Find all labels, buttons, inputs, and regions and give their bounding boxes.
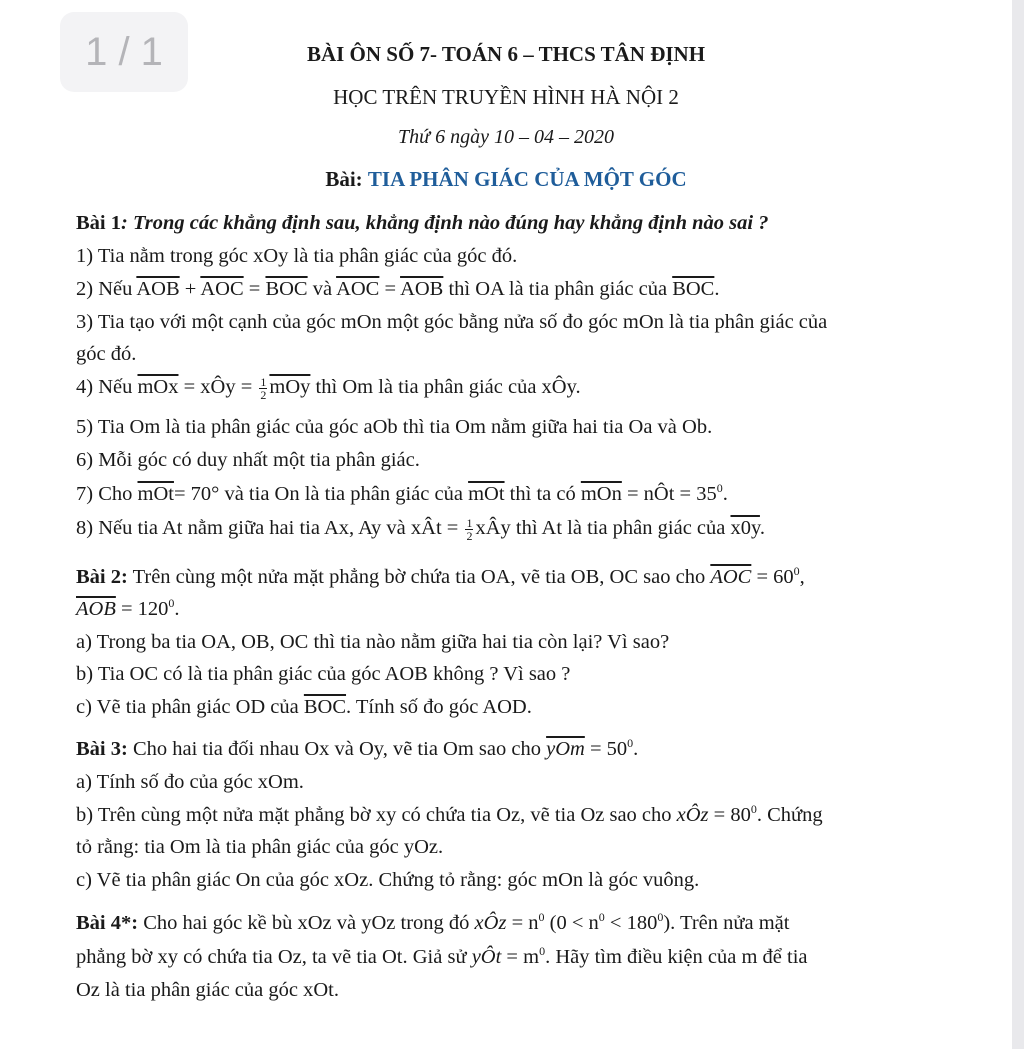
bai1-statement-3-line2: góc đó.	[76, 343, 137, 365]
lesson-prefix: Bài:	[325, 167, 363, 191]
bai2-part-a: a) Trong ba tia OA, OB, OC thì tia nào nằm giữa hai tia còn lại? Vì sao?	[76, 631, 670, 653]
bai3-label: Bài 3:	[76, 738, 128, 760]
bai2-line1: Bài 2: Trên cùng một nửa mặt phẳng bờ chứa tia OA, vẽ tia OB, OC sao cho $\overline{AOC} = 60^0$,	[76, 564, 805, 588]
bai1-heading	[76, 212, 768, 235]
lesson-heading	[0, 167, 1012, 192]
bai1-prompt: : Trong các khẳng định sau, khẳng định nào đúng hay khẳng định nào sai ?	[121, 212, 769, 234]
bai1-statement-4: 4) Nếu $\overline{mOx}$ = xÔy = $\frac{1}{2}$ $\overline{mOy}$ thì Om là tia phân giác của xÔy.	[76, 375, 581, 402]
bai3-line1: Bài 3: Cho hai tia đối nhau Ox và Oy, vẽ tia Om sao cho $\overline{yOm} = 50^0$.	[76, 736, 639, 760]
bai4-line3: Oz là tia phân giác của góc xOt.	[76, 979, 339, 1001]
bai1-statement-2: 2) Nếu $\overline{AOB} + \overline{AOC} = \overline{BOC}$ và $\overline{AOC} = \overline{AOB}$ thì OA là tia phân giác của $\overline{BOC}$.	[76, 278, 720, 300]
bai2-part-c: c) Vẽ tia phân giác OD của $\overline{BOC}$. Tính số đo góc AOD.	[76, 696, 532, 718]
viewer-scroll-edge	[1012, 0, 1024, 1049]
lesson-title: TIA PHÂN GIÁC CỦA MỘT GÓC	[367, 167, 687, 191]
bai2-line2: $\overline{AOB} = 120^0$.	[76, 596, 180, 620]
bai4-label: Bài 4*:	[76, 912, 139, 934]
document-date: Thứ 6 ngày 10 – 04 – 2020	[398, 126, 614, 148]
bai4-line2: phẳng bờ xy có chứa tia Oz, ta vẽ tia Ot. Giả sử yÔt = $m^0$. Hãy tìm điều kiện của m để tia	[76, 944, 808, 968]
bai1-label: Bài 1	[76, 212, 121, 234]
bai1-statement-6: 6) Mỗi góc có duy nhất một tia phân giác.	[76, 449, 420, 471]
document-subtitle: HỌC TRÊN TRUYỀN HÌNH HÀ NỘI 2	[333, 85, 679, 109]
bai2-part-b: b) Tia OC có là tia phân giác của góc AOB không ? Vì sao ?	[76, 663, 571, 685]
bai1-statement-3-line1: 3) Tia tạo với một cạnh của góc mOn một góc bằng nửa số đo góc mOn là tia phân giác của	[76, 311, 828, 333]
fraction-half-2: $\frac{1}{2}$	[466, 516, 473, 543]
bai1-statement-1: 1) Tia nằm trong góc xOy là tia phân giác của góc đó.	[76, 245, 518, 267]
fraction-half: $\frac{1}{2}$	[260, 375, 267, 402]
bai3-part-a: a) Tính số đo của góc xOm.	[76, 771, 304, 793]
bai3-part-c: c) Vẽ tia phân giác On của góc xOz. Chứng tỏ rằng: góc mOn là góc vuông.	[76, 869, 700, 891]
bai1-statement-5: 5) Tia Om là tia phân giác của góc aOb thì tia Om nằm giữa hai tia Oa và Ob.	[76, 416, 713, 438]
bai4-line1: Bài 4*: Cho hai góc kề bù xOz và yOz trong đó xÔz = $n^0$ $(0 < n^0 < 180^0)$. Trên nửa mặt	[76, 910, 790, 934]
bai3-part-b-line1: b) Trên cùng một nửa mặt phẳng bờ xy có chứa tia Oz, vẽ tia Oz sao cho xÔz = $80^0$. Chứng	[76, 802, 823, 826]
page-indicator: 1 / 1	[60, 12, 188, 92]
bai1-statement-8: 8) Nếu tia At nằm giữa hai tia Ax, Ay và xÂt = $\frac{1}{2}$ xÂy thì At là tia phân giác của x0y.	[76, 516, 766, 543]
bai1-statement-7: 7) Cho $\overline{mOt}= 70^\circ$ và tia On là tia phân giác của $\overline{mOt}$ thì ta có $\overline{mOn}$ = nÔt = $35^0$.	[76, 481, 728, 505]
bai3-part-b-line2: tỏ rằng: tia Om là tia phân giác của góc yOz.	[76, 836, 444, 858]
bai2-label: Bài 2:	[76, 566, 128, 588]
document-title: BÀI ÔN SỐ 7- TOÁN 6 – THCS TÂN ĐỊNH	[306, 42, 706, 66]
